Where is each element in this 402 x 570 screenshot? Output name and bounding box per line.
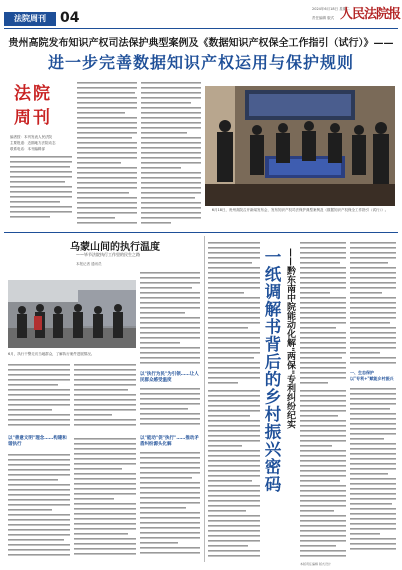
mid-photo-caption: 6月，执行干警走访当地群众，了解执行案件进展情况。 bbox=[8, 352, 95, 356]
text-lines-10 bbox=[140, 450, 200, 562]
top-rule bbox=[4, 28, 398, 29]
feature2-text-col-6 bbox=[74, 436, 136, 562]
weekly-meta bbox=[10, 134, 70, 152]
vertical-kicker: ——黔东南中院能动化解"两保"专利纠纷纪实 bbox=[285, 248, 295, 429]
box-heading-3: 以"能动"促"执行"……推动矛盾纠纷源头化解 bbox=[140, 436, 199, 447]
group-photo-illustration bbox=[205, 86, 395, 206]
column-divider bbox=[204, 236, 205, 562]
text-lines-5 bbox=[8, 362, 70, 430]
weekly-logo-line2: 周刊 bbox=[14, 108, 52, 128]
right-text-col-1 bbox=[208, 240, 260, 562]
text-lines-12 bbox=[300, 240, 346, 562]
text-lines-9 bbox=[74, 436, 136, 562]
right-text-col-3 bbox=[350, 240, 396, 368]
meta-line-3: 联系电话：本刊编辑部 bbox=[10, 147, 45, 151]
weekly-logo bbox=[10, 77, 68, 131]
box-heading-2: 以"善意文明"理念……构建和谐执行 bbox=[8, 436, 67, 447]
right-text-col-2 bbox=[300, 240, 346, 562]
page-footer: 本版责任编辑 版式设计 bbox=[300, 562, 331, 566]
vertical-headline: 一纸调解书背后的乡村振兴密码 bbox=[262, 248, 281, 493]
box-heading-1: 以"执行为民"为引领……让人民群众感受温度 bbox=[140, 372, 199, 383]
text-lines-14 bbox=[350, 386, 396, 558]
text-lines-8 bbox=[8, 452, 70, 562]
date-line: 2024年6月18日 星期二 bbox=[312, 7, 350, 11]
top-photo bbox=[205, 86, 395, 206]
lead-text-col-1 bbox=[10, 154, 72, 224]
feature2-title: 乌蒙山间的执行温度 bbox=[70, 242, 160, 253]
feature2-text-col-4 bbox=[140, 386, 200, 430]
top-photo-caption: 6月18日，贵州高院召开新闻发布会，发布知识产权司法保护典型案例及《数据知识产权保全工作指引（试行）》。 bbox=[211, 208, 389, 212]
feature2-text-col-1 bbox=[140, 270, 200, 370]
feature2-byline: 本报记者 通讯员 bbox=[76, 262, 102, 266]
masthead bbox=[0, 0, 402, 30]
text-lines-2 bbox=[77, 80, 137, 228]
text-lines-6 bbox=[74, 362, 136, 430]
right-text-col-4 bbox=[350, 386, 396, 558]
editor-line: 责任编辑 版式 bbox=[312, 16, 335, 20]
text-lines-1 bbox=[10, 154, 72, 224]
lead-headline: 进一步完善数据知识产权运用与保护规则 bbox=[47, 53, 354, 72]
feature2-text-col-5 bbox=[8, 452, 70, 562]
meta-line-2: 主要报道：近期地方法院动态 bbox=[10, 141, 56, 145]
text-lines-11 bbox=[208, 240, 260, 562]
feature2-text-col-2 bbox=[8, 362, 70, 430]
text-lines-3 bbox=[141, 80, 201, 228]
section-tag: 法院周刊 bbox=[4, 12, 56, 26]
feature2-text-col-3 bbox=[74, 362, 136, 430]
text-lines-13 bbox=[350, 240, 396, 368]
lead-kicker: 贵州高院发布知识产权司法保护典型案例及《数据知识产权保全工作指引（试行）》—— bbox=[8, 38, 394, 49]
text-lines-4 bbox=[140, 270, 200, 370]
weekly-logo-line1: 法院 bbox=[14, 84, 52, 104]
mid-photo bbox=[8, 280, 136, 348]
text-lines-7 bbox=[140, 386, 200, 430]
lead-text-col-2 bbox=[77, 80, 137, 228]
feature2-text-col-7 bbox=[140, 450, 200, 562]
newspaper-logo: 人民法院报 bbox=[340, 7, 401, 22]
section-divider bbox=[4, 232, 398, 233]
feature2-kicker: ——毕节法院执行工作里的民生之路 bbox=[76, 252, 140, 257]
meta-line-1: 编者按：本刊发表人民法院 bbox=[10, 135, 52, 139]
lead-text-col-3 bbox=[141, 80, 201, 228]
right-box-heading: 一、生态保护 以"专利+"赋能乡村振兴 bbox=[350, 370, 394, 381]
page-number: 04 bbox=[60, 10, 80, 26]
street-photo-illustration bbox=[8, 280, 136, 348]
